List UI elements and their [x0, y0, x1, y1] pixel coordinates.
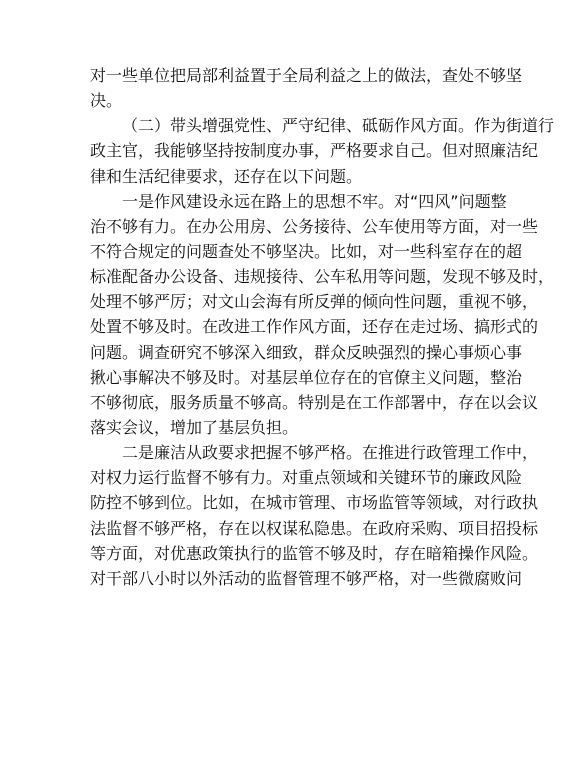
text-line: 不够彻底，服务质量不够高。特别是在工作部署中，存在以会议 — [90, 392, 539, 412]
text-line: 二是廉洁从政要求把握不够严格。在推进行政管理工作中， — [122, 443, 539, 463]
paragraph-2 — [90, 113, 555, 188]
paragraph-4 — [90, 440, 539, 591]
text-line: 揪心事解决不够及时。对基层单位存在的官僚主义问题，整治 — [90, 367, 523, 387]
text-line: 政主官，我能够坚持按制度办事，严格要求自己。但对照廉洁纪 — [90, 141, 539, 161]
text-line: 处理不够严厉；对文山会海有所反弹的倾向性问题，重视不够， — [90, 292, 539, 312]
text-line: 一是作风建设永远在路上的思想不牢。对“四风”问题整 — [122, 191, 507, 211]
text-line: 对一些单位把局部利益置于全局利益之上的做法，查处不够坚 — [90, 66, 523, 85]
text-line: 落实会议，增加了基层负担。 — [90, 417, 299, 437]
document-body — [90, 63, 555, 591]
text-line: 治不够有力。在办公用房、公务接待、公车使用等方面，对一些 — [90, 216, 539, 236]
paragraph-1 — [90, 63, 523, 113]
text-line: 问题。调查研究不够深入细致，群众反映强烈的操心事烦心事 — [90, 342, 523, 362]
text-line: 标准配备办公设备、违规接待、公车私用等问题，发现不够及时， — [90, 267, 555, 287]
text-line: 对干部八小时以外活动的监督管理不够严格，对一些微腐败问 — [90, 568, 523, 588]
text-line: 防控不够到位。比如，在城市管理、市场监管等领域，对行政执 — [90, 493, 539, 513]
paragraph-3 — [90, 189, 555, 440]
text-line: 律和生活纪律要求，还存在以下问题。 — [90, 166, 363, 186]
text-line: 法监督不够严格，存在以权谋私隐患。在政府采购、项目招投标 — [90, 518, 539, 538]
text-line: 决。 — [90, 91, 123, 111]
text-line: 等方面，对优惠政策执行的监管不够及时，存在暗箱操作风险。 — [90, 543, 539, 563]
text-line: 处置不够及时。在改进工作作风方面，还存在走过场、搞形式的 — [90, 317, 539, 337]
text-line: 不符合规定的问题查处不够坚决。比如，对一些科室存在的超 — [90, 241, 523, 261]
text-line: 对权力运行监督不够有力。对重点领域和关键环节的廉政风险 — [90, 468, 523, 488]
text-line: （二）带头增强党性、严守纪律、砥砺作风方面。作为街道行 — [122, 116, 555, 136]
